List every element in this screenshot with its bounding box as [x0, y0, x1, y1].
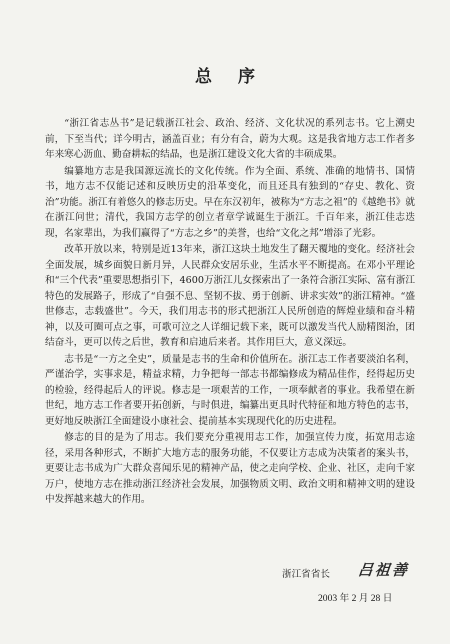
document-date: 2003 年 2 月 28 日	[318, 593, 393, 604]
handwritten-signature: 吕祖善	[357, 561, 410, 579]
signatory-title: 浙江省省长	[282, 569, 330, 580]
paragraph: 编纂地方志是我国源远流长的文化传统。作为全面、系统、准确的地情书、国情书，地方志不仅能记述和反映历史的沿革变化，而且还具有独到的“存史、教化、资治”功能。浙江有着悠久的修志历史。早在东汉初年，被称为“方志之祖”的《越绝书》就在浙江问世；清代，我国方志学的创立者章学诚诞生于浙江。千百年来，浙江佳志迭现，名家辈出，为我们赢得了“方志之乡”的美誉，也给“文化之邦”增添了光彩。	[45, 165, 415, 239]
paragraph: “浙江省志丛书”是记载浙江社会、政治、经济、文化状况的系列志书。它上溯史前，下至当代；详今明古，涵盖百业；有分有合，蔚为大观。这是我省地方志工作者多年来寒心沥血、勤奋耕耘的结晶，也是浙江建设文化大省的丰硕成果。	[45, 118, 415, 160]
page-title: 总序	[195, 67, 281, 87]
paragraph: 修志的目的是为了用志。我们要充分重视用志工作，加强宣传力度，拓宽用志途径，采用各种形式，不断扩大地方志的服务功能，不仅要让方志成为决策者的案头书，更要让志书成为广大群众喜闻乐见的精神产品，使之走向学校、企业、社区，走向千家万户，使地方志在推动浙江经济社会发展，加强物质文明、政治文明和精神文明的建设中发挥越来越大的作用。	[45, 432, 415, 505]
paragraph: 志书是“一方之全史”，质量是志书的生命和价值所在。浙江志工作者要淡泊名利，严谨治学，实事求是，精益求精，力争把每一部志书都编修成为精品佳作，经得起历史的检验，经得起后人的评说。修志是一项艰苦的工作，一项奉献者的事业。我希望在新世纪，地方志工作者要开拓创新，与时俱进，编纂出更具时代特征和地方特色的志书，更好地反映浙江全面建设小康社会、提前基本实现现代化的历史进程。	[45, 353, 415, 427]
paragraph: 改革开放以来，特别是近13年来，浙江这块土地发生了翻天覆地的变化。经济社会全面发展，城乡面貌日新月异，人民群众安居乐业，生活水平不断提高。在邓小平理论和“三个代表”重要思想指引下，4600万浙江儿女探索出了一条符合浙江实际、富有浙江特色的发展路子，形成了“自强不息、坚韧不拔、勇于创新、讲求实效”的浙江精神。“盛世修志，志载盛世”。今天，我们用志书的形式把浙江人民所创造的辉煌业绩和奋斗精神，以及可圈可点之事，可歌可泣之人详细记载下来，既可以激发当代人励精图治，团结奋斗，更可以传之后世，教育和启迪后来者。其作用巨大，意义深远。	[45, 244, 416, 348]
preface-body	[45, 116, 415, 509]
signature-block	[282, 561, 422, 583]
